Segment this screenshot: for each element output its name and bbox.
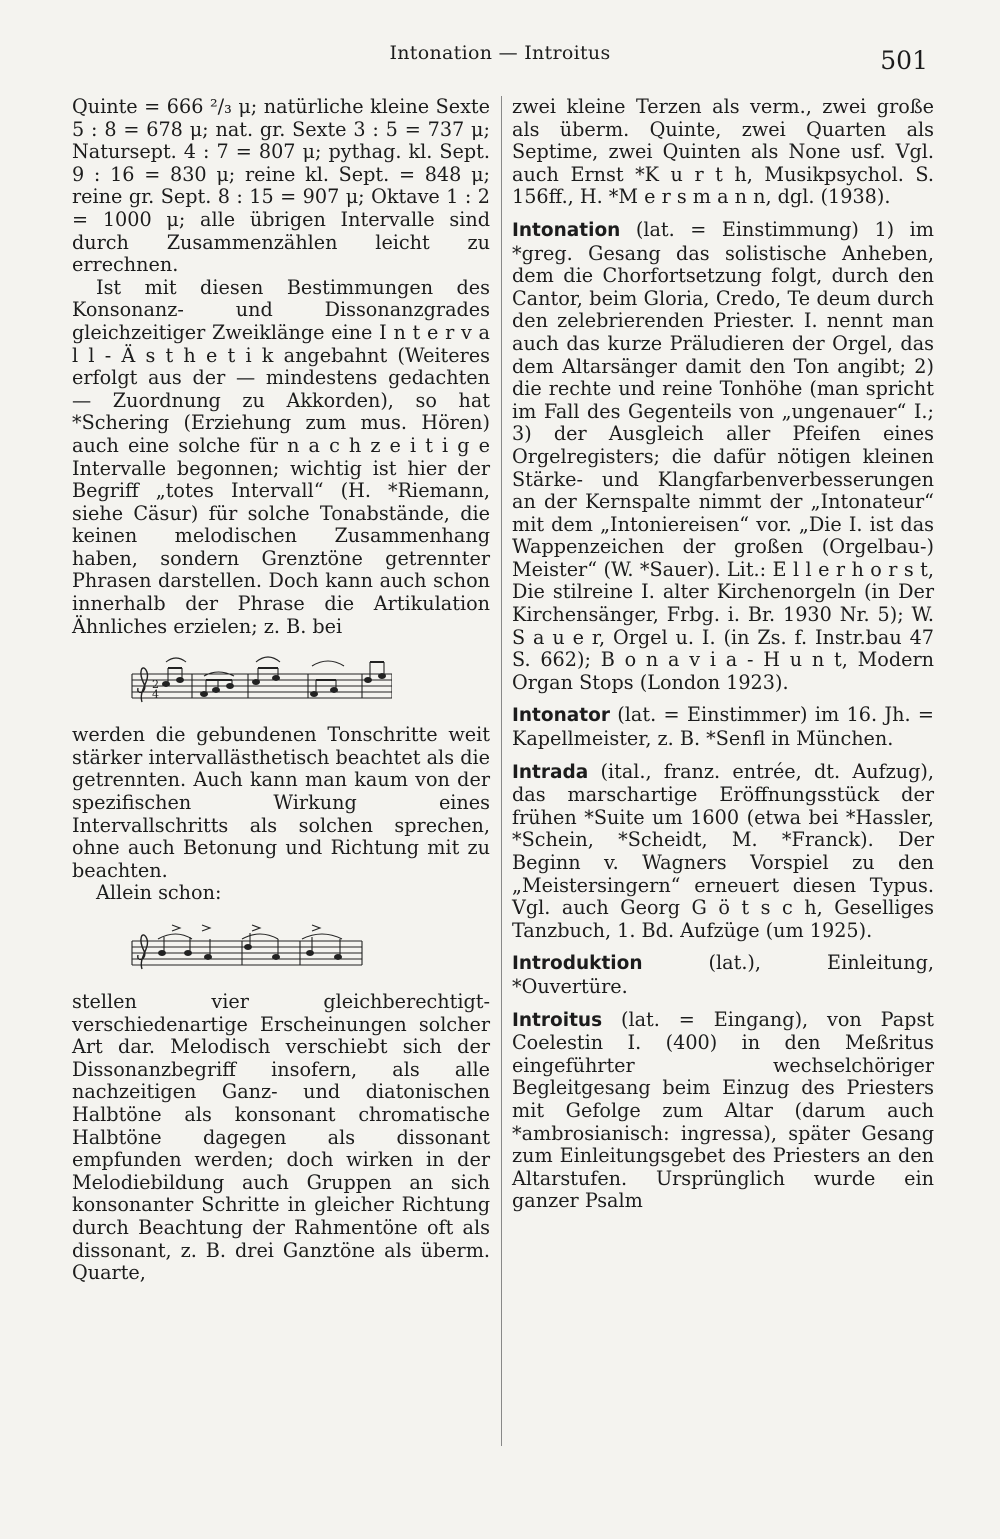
music-notation-icon bbox=[72, 917, 392, 979]
entry-intonation bbox=[512, 219, 934, 694]
paragraph: Ist mit diesen Bestimmungen des Konsonanz- und Dissonanzgrades gleichzeitiger Zweiklänge eine I n t e r v a l l - Ä s t h e t i k angebahnt (Weiteres erfolgt aus der — mindestens gedachten — Zuordnung zu Akkorden), so hat *Schering (Erziehung zum mus. Hören) auch eine solche für n a c h z e i t i g e Intervalle begonnen; wichtig ist hier der Begriff „totes Intervall“ (H. *Riemann, siehe Cäsur) für solche Tonabstände, die keinen melodischen Zusammenhang haben, sondern Grenztöne getrennter Phrasen darstellen. Doch kann auch schon innerhalb der Phrase die Artikulation Ähnliches erzielen; z. B. bei bbox=[72, 275, 490, 638]
paragraph: stellen vier gleichberechtigt-verschiedenartige Erscheinungen solcher Art dar. Melodisch verschiebt sich der Dissonanzbegriff insofern, als alle nachzeitigen Ganz- und diatonischen Halbtöne als konsonant chromatische Halbtöne dagegen als dissonant empfunden werden; doch wirken in der Melodiebildung auch Gruppen an sich konsonanter Schritte in gleicher Richtung durch Beachtung der Rahmentöne oft als dissonant, z. B. drei Ganztöne als überm. Quarte, bbox=[72, 990, 490, 1285]
entry-intrada bbox=[512, 761, 934, 943]
right-column bbox=[512, 96, 934, 1223]
headword: Intrada bbox=[512, 761, 589, 783]
headword: Introitus bbox=[512, 1009, 603, 1031]
entry-text: (ital., franz. entrée, dt. Aufzug), das marschartige Eröffnungsstück der frühen *Suite um 1600 (etwa bei *Hassler, *Schein, *Scheidt, M. *Franck). Der Beginn v. Wagners Vorspiel zu den „Meistersingern“ erneuert diesen Typus. Vgl. auch Georg G ö t s c h, Geselliges Tanzbuch, 1. Bd. Aufzüge (um 1925). bbox=[512, 759, 934, 942]
headword: Intonator bbox=[512, 705, 610, 727]
entry-text: (lat. = Eingang), von Papst Coelestin I. (400) in den Meßritus eingeführter wechselchöriger Begleitgesang beim Einzug des Priesters mit Gefolge zum Altar (darum auch *ambrosianisch: ingressa), später Gesang zum Einleitungsgebet des Priesters an den Altarstufen. Ursprünglich wurde ein ganzer Psalm bbox=[512, 1007, 934, 1213]
continuation-paragraph: zwei kleine Terzen als verm., zwei große als überm. Quinte, zwei Quarten als Septime, zwei Quinten als None usf. Vgl. auch Ernst *K u r t h, Musikpsychol. S. 156ff., H. *M e r s m a n n, dgl. (1938). bbox=[512, 95, 934, 209]
page-number: 501 bbox=[880, 46, 928, 75]
entry-text: (lat.), Einleitung, *Ouvertüre. bbox=[512, 951, 934, 998]
column-divider bbox=[501, 96, 502, 1446]
music-example-1 bbox=[72, 650, 490, 712]
headword: Introduktion bbox=[512, 953, 643, 975]
entry-text: (lat. = Einstimmer) im 16. Jh. = Kapellmeister, z. B. *Senfl in München. bbox=[512, 703, 934, 751]
entry-introduktion bbox=[512, 952, 934, 998]
paragraph: Quinte = 666 ²/₃ μ; natürliche kleine Sexte 5 : 8 = 678 μ; nat. gr. Sexte 3 : 5 = 737 μ; Natursept. 4 : 7 = 807 μ; pythag. kl. Sept. 9 : 16 = 830 μ; reine kl. Sept. = 848 μ; reine gr. Sept. 8 : 15 = 907 μ; Oktave 1 : 2 = 1000 μ; alle übrigen Intervalle sind durch Zusammenzählen leicht zu errechnen. bbox=[72, 95, 490, 277]
paragraph: Allein schon: bbox=[96, 881, 222, 905]
svg-text:2: 2 bbox=[152, 678, 159, 692]
headword: Intonation bbox=[512, 219, 621, 241]
paragraph: werden die gebundenen Tonschritte weit stärker intervallästhetisch beachtet als die getrennten. Auch kann man kaum von der spezifischen Wirkung eines Intervallschritts als solchen sprechen, ohne auch Betonung und Richtung mit zu beachten. bbox=[72, 723, 490, 882]
entry-introitus bbox=[512, 1009, 934, 1213]
entry-intonator bbox=[512, 704, 934, 750]
music-notation-icon bbox=[72, 650, 392, 712]
svg-text:4: 4 bbox=[152, 688, 159, 702]
left-column bbox=[72, 96, 490, 1285]
running-head: Intonation — Introitus bbox=[389, 42, 611, 64]
music-example-2 bbox=[72, 917, 490, 979]
entry-text: (lat. = Einstimmung) 1) im *greg. Gesang das solistische Anheben, dem die Chorfortsetzung folgt, durch den Cantor, beim Gloria, Credo, Te deum durch den zelebrierenden Priester. I. nennt man auch das kurze Präludieren der Orgel, das dem Altarsänger damit den Ton angibt; 2) die rechte und reine Tonhöhe (man spricht im Fall des Gegenteils von „ungenauer“ I.; 3) der Ausgleich aller Pfeifen eines Orgelregisters; die dafür nötigen kleinen Stärke- und Klangfarbenverbesserungen an der Kernspalte nimmt der „Intonateur“ mit dem „Intoniereisen“ vor. „Die I. ist das Wappenzeichen der großen (Orgelbau-) Meister“ (W. *Sauer). Lit.: E l l e r h o r s t, Die stilreine I. alter Kirchenorgeln (in Der Kirchensänger, Frbg. i. Br. 1930 Nr. 5); W. S a u e r, Orgel u. I. (in Zs. f. Instr.bau 47 S. 662); B o n a v i a - H u n t, Modern Organ Stops (London 1923). bbox=[512, 217, 934, 694]
